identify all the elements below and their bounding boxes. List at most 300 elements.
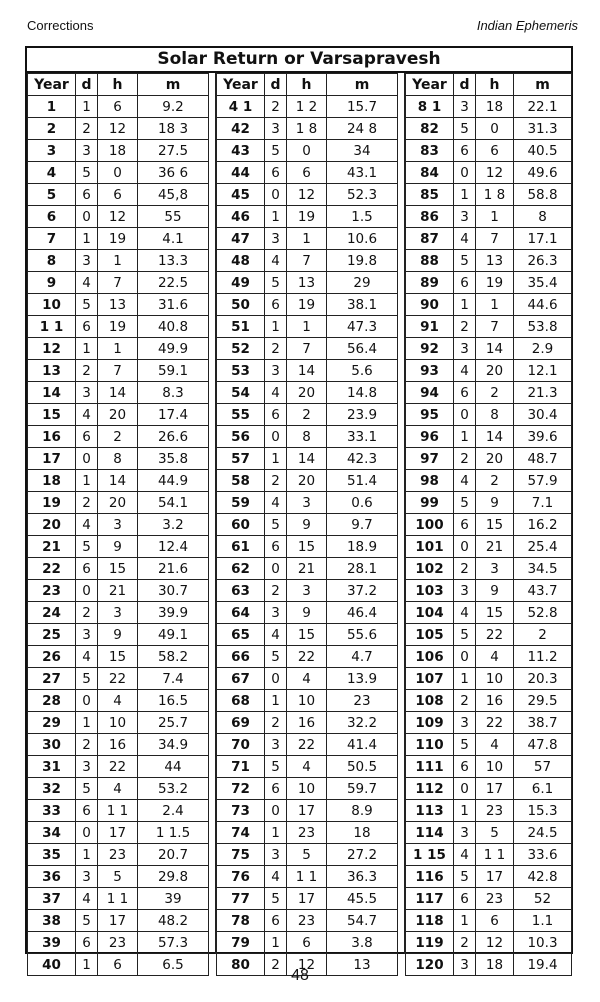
days-cell: 2 — [76, 492, 98, 514]
days-cell: 6 — [454, 382, 476, 404]
year-cell: 53 — [217, 360, 265, 382]
minutes-cell: 48.7 — [514, 448, 572, 470]
year-cell: 24 — [28, 602, 76, 624]
days-cell: 4 — [76, 888, 98, 910]
table-row — [406, 96, 572, 118]
hours-cell: 8 — [287, 426, 327, 448]
minutes-cell: 35.4 — [514, 272, 572, 294]
year-cell: 61 — [217, 536, 265, 558]
table-row — [406, 360, 572, 382]
minutes-cell: 15.3 — [514, 800, 572, 822]
days-cell: 2 — [76, 602, 98, 624]
hours-cell: 23 — [476, 888, 514, 910]
days-cell: 1 — [454, 184, 476, 206]
minutes-cell: 46.4 — [327, 602, 398, 624]
hours-cell: 5 — [476, 822, 514, 844]
days-cell: 3 — [265, 844, 287, 866]
table-row — [217, 712, 398, 734]
year-cell: 35 — [28, 844, 76, 866]
table-row — [406, 822, 572, 844]
days-cell: 4 — [265, 492, 287, 514]
header-row — [28, 74, 209, 96]
year-cell: 9 — [28, 272, 76, 294]
minutes-cell: 8.9 — [327, 800, 398, 822]
table-row — [217, 844, 398, 866]
days-cell: 3 — [454, 580, 476, 602]
days-cell: 6 — [454, 888, 476, 910]
year-cell: 78 — [217, 910, 265, 932]
year-cell: 1 — [28, 96, 76, 118]
minutes-cell: 29.8 — [138, 866, 209, 888]
minutes-cell: 59.7 — [327, 778, 398, 800]
days-cell: 6 — [76, 184, 98, 206]
hours-cell: 6 — [98, 96, 138, 118]
year-cell: 74 — [217, 822, 265, 844]
days-cell: 5 — [76, 910, 98, 932]
days-cell: 5 — [76, 778, 98, 800]
minutes-cell: 48.2 — [138, 910, 209, 932]
table-row — [406, 470, 572, 492]
minutes-cell: 30.4 — [514, 404, 572, 426]
minutes-cell: 31.3 — [514, 118, 572, 140]
year-cell: 110 — [406, 734, 454, 756]
minutes-cell: 44.6 — [514, 294, 572, 316]
year-cell: 54 — [217, 382, 265, 404]
year-cell: 116 — [406, 866, 454, 888]
days-cell: 3 — [454, 822, 476, 844]
column-header: d — [454, 74, 476, 96]
days-cell: 5 — [76, 536, 98, 558]
year-cell: 65 — [217, 624, 265, 646]
hours-cell: 4 — [287, 668, 327, 690]
year-cell: 8 1 — [406, 96, 454, 118]
days-cell: 1 — [454, 668, 476, 690]
table-row — [28, 712, 209, 734]
table-row — [217, 734, 398, 756]
year-cell: 26 — [28, 646, 76, 668]
days-cell: 6 — [454, 514, 476, 536]
year-cell: 25 — [28, 624, 76, 646]
minutes-cell: 25.4 — [514, 536, 572, 558]
hours-cell: 14 — [476, 338, 514, 360]
minutes-cell: 36.3 — [327, 866, 398, 888]
year-cell: 119 — [406, 932, 454, 954]
minutes-cell: 24 8 — [327, 118, 398, 140]
hours-cell: 4 — [476, 646, 514, 668]
year-cell: 89 — [406, 272, 454, 294]
hours-cell: 23 — [287, 910, 327, 932]
hours-cell: 8 — [98, 448, 138, 470]
days-cell: 2 — [265, 338, 287, 360]
minutes-cell: 15.7 — [327, 96, 398, 118]
table-row — [406, 778, 572, 800]
year-cell: 86 — [406, 206, 454, 228]
table-row — [406, 734, 572, 756]
year-cell: 52 — [217, 338, 265, 360]
days-cell: 5 — [76, 668, 98, 690]
year-cell: 48 — [217, 250, 265, 272]
table-row — [28, 844, 209, 866]
days-cell: 2 — [76, 734, 98, 756]
minutes-cell: 14.8 — [327, 382, 398, 404]
hours-cell: 22 — [98, 668, 138, 690]
hours-cell: 1 1 — [287, 866, 327, 888]
days-cell: 5 — [454, 866, 476, 888]
days-cell: 4 — [454, 844, 476, 866]
days-cell: 4 — [454, 228, 476, 250]
year-cell: 55 — [217, 404, 265, 426]
table-row — [28, 338, 209, 360]
days-cell: 0 — [454, 646, 476, 668]
hours-cell: 12 — [98, 206, 138, 228]
days-cell: 4 — [265, 624, 287, 646]
year-cell: 88 — [406, 250, 454, 272]
minutes-cell: 50.5 — [327, 756, 398, 778]
days-cell: 4 — [265, 382, 287, 404]
minutes-cell: 7.4 — [138, 668, 209, 690]
days-cell: 0 — [265, 668, 287, 690]
table-row — [28, 360, 209, 382]
year-cell: 40 — [28, 954, 76, 976]
minutes-cell: 28.1 — [327, 558, 398, 580]
year-cell: 94 — [406, 382, 454, 404]
table-row — [406, 184, 572, 206]
hours-cell: 19 — [287, 294, 327, 316]
hours-cell: 6 — [476, 910, 514, 932]
days-cell: 3 — [76, 250, 98, 272]
days-cell: 5 — [454, 250, 476, 272]
year-cell: 98 — [406, 470, 454, 492]
column-header: m — [327, 74, 398, 96]
table-columns — [27, 73, 571, 973]
table-row — [217, 96, 398, 118]
year-cell: 96 — [406, 426, 454, 448]
year-cell: 42 — [217, 118, 265, 140]
year-cell: 1 15 — [406, 844, 454, 866]
days-cell: 2 — [76, 118, 98, 140]
minutes-cell: 49.1 — [138, 624, 209, 646]
year-cell: 59 — [217, 492, 265, 514]
hours-cell: 22 — [98, 756, 138, 778]
minutes-cell: 17.1 — [514, 228, 572, 250]
hours-cell: 14 — [98, 382, 138, 404]
minutes-cell: 22.1 — [514, 96, 572, 118]
year-cell: 37 — [28, 888, 76, 910]
table-row — [28, 184, 209, 206]
table-row — [406, 338, 572, 360]
year-cell: 107 — [406, 668, 454, 690]
hours-cell: 7 — [287, 250, 327, 272]
year-cell: 120 — [406, 954, 454, 976]
table-row — [28, 206, 209, 228]
days-cell: 3 — [265, 228, 287, 250]
year-cell: 64 — [217, 602, 265, 624]
year-cell: 103 — [406, 580, 454, 602]
hours-cell: 18 — [98, 140, 138, 162]
table-row — [406, 316, 572, 338]
hours-cell: 12 — [476, 932, 514, 954]
minutes-cell: 43.7 — [514, 580, 572, 602]
year-cell: 7 — [28, 228, 76, 250]
hours-cell: 9 — [476, 580, 514, 602]
minutes-cell: 21.6 — [138, 558, 209, 580]
minutes-cell: 2 — [514, 624, 572, 646]
hours-cell: 17 — [476, 778, 514, 800]
minutes-cell: 2.9 — [514, 338, 572, 360]
minutes-cell: 39.6 — [514, 426, 572, 448]
minutes-cell: 10.6 — [327, 228, 398, 250]
column-header: h — [476, 74, 514, 96]
minutes-cell: 35.8 — [138, 448, 209, 470]
table-row — [217, 470, 398, 492]
minutes-cell: 18.9 — [327, 536, 398, 558]
hours-cell: 21 — [98, 580, 138, 602]
hours-cell: 8 — [476, 404, 514, 426]
hours-cell: 2 — [476, 470, 514, 492]
minutes-cell: 58.8 — [514, 184, 572, 206]
table-row — [217, 426, 398, 448]
days-cell: 4 — [265, 250, 287, 272]
minutes-cell: 52.8 — [514, 602, 572, 624]
hours-cell: 7 — [98, 272, 138, 294]
minutes-cell: 6.1 — [514, 778, 572, 800]
year-cell: 33 — [28, 800, 76, 822]
table-row — [217, 888, 398, 910]
hours-cell: 22 — [287, 734, 327, 756]
table-row — [217, 580, 398, 602]
year-cell: 104 — [406, 602, 454, 624]
year-cell: 63 — [217, 580, 265, 602]
minutes-cell: 45,8 — [138, 184, 209, 206]
hours-cell: 10 — [476, 668, 514, 690]
days-cell: 4 — [76, 646, 98, 668]
year-cell: 51 — [217, 316, 265, 338]
minutes-cell: 47.8 — [514, 734, 572, 756]
table-row — [406, 294, 572, 316]
hours-cell: 18 — [476, 96, 514, 118]
table-block-2 — [216, 73, 398, 976]
hours-cell: 20 — [476, 448, 514, 470]
year-cell: 39 — [28, 932, 76, 954]
hours-cell: 3 — [287, 580, 327, 602]
days-cell: 3 — [265, 602, 287, 624]
year-cell: 73 — [217, 800, 265, 822]
minutes-cell: 13.3 — [138, 250, 209, 272]
minutes-cell: 13 — [327, 954, 398, 976]
year-cell: 70 — [217, 734, 265, 756]
table-block-3 — [405, 73, 572, 976]
year-cell: 97 — [406, 448, 454, 470]
minutes-cell: 4.7 — [327, 646, 398, 668]
days-cell: 3 — [76, 756, 98, 778]
hours-cell: 16 — [287, 712, 327, 734]
days-cell: 6 — [76, 316, 98, 338]
table-row — [28, 602, 209, 624]
days-cell: 2 — [76, 360, 98, 382]
days-cell: 6 — [265, 536, 287, 558]
year-cell: 15 — [28, 404, 76, 426]
hours-cell: 14 — [476, 426, 514, 448]
hours-cell: 3 — [98, 602, 138, 624]
table-row — [28, 470, 209, 492]
days-cell: 1 — [76, 470, 98, 492]
table-row — [28, 734, 209, 756]
hours-cell: 14 — [287, 360, 327, 382]
table-row — [217, 360, 398, 382]
year-cell: 10 — [28, 294, 76, 316]
column-header: Year — [28, 74, 76, 96]
year-cell: 108 — [406, 690, 454, 712]
minutes-cell: 27.2 — [327, 844, 398, 866]
table-row — [28, 162, 209, 184]
minutes-cell: 57.9 — [514, 470, 572, 492]
year-cell: 72 — [217, 778, 265, 800]
hours-cell: 1 — [98, 338, 138, 360]
hours-cell: 5 — [287, 844, 327, 866]
table-row — [217, 250, 398, 272]
minutes-cell: 24.5 — [514, 822, 572, 844]
hours-cell: 4 — [287, 756, 327, 778]
hours-cell: 4 — [476, 734, 514, 756]
minutes-cell: 17.4 — [138, 404, 209, 426]
table-row — [217, 492, 398, 514]
days-cell: 5 — [76, 294, 98, 316]
hours-cell: 1 1 — [98, 800, 138, 822]
days-cell: 4 — [76, 272, 98, 294]
hours-cell: 14 — [98, 470, 138, 492]
days-cell: 4 — [265, 866, 287, 888]
hours-cell: 23 — [98, 844, 138, 866]
column-header: d — [76, 74, 98, 96]
table-row — [28, 96, 209, 118]
minutes-cell: 31.6 — [138, 294, 209, 316]
days-cell: 5 — [265, 140, 287, 162]
days-cell: 1 — [454, 294, 476, 316]
days-cell: 0 — [76, 822, 98, 844]
minutes-cell: 30.7 — [138, 580, 209, 602]
table-row — [28, 250, 209, 272]
table-row — [28, 888, 209, 910]
running-header-right: Indian Ephemeris — [476, 18, 578, 33]
table-row — [217, 866, 398, 888]
year-cell: 19 — [28, 492, 76, 514]
days-cell: 3 — [454, 954, 476, 976]
table-row — [217, 646, 398, 668]
hours-cell: 21 — [476, 536, 514, 558]
hours-cell: 20 — [98, 404, 138, 426]
days-cell: 5 — [454, 624, 476, 646]
year-cell: 21 — [28, 536, 76, 558]
hours-cell: 12 — [287, 954, 327, 976]
hours-cell: 1 — [287, 228, 327, 250]
minutes-cell: 57.3 — [138, 932, 209, 954]
days-cell: 5 — [265, 646, 287, 668]
hours-cell: 15 — [287, 536, 327, 558]
table-row — [406, 712, 572, 734]
minutes-cell: 54.7 — [327, 910, 398, 932]
page-number: 48 — [291, 967, 309, 984]
days-cell: 6 — [76, 932, 98, 954]
days-cell: 5 — [76, 162, 98, 184]
days-cell: 1 — [454, 800, 476, 822]
table-row — [406, 668, 572, 690]
column-header: Year — [217, 74, 265, 96]
running-header-left: Corrections — [27, 18, 94, 33]
table-row — [217, 272, 398, 294]
table-row — [217, 294, 398, 316]
minutes-cell: 34.9 — [138, 734, 209, 756]
table-row — [217, 448, 398, 470]
table-row — [406, 382, 572, 404]
minutes-cell: 37.2 — [327, 580, 398, 602]
minutes-cell: 21.3 — [514, 382, 572, 404]
hours-cell: 17 — [287, 800, 327, 822]
year-cell: 105 — [406, 624, 454, 646]
hours-cell: 1 1 — [476, 844, 514, 866]
days-cell: 6 — [265, 778, 287, 800]
table-row — [28, 668, 209, 690]
table-row — [406, 866, 572, 888]
hours-cell: 2 — [476, 382, 514, 404]
table-row — [28, 536, 209, 558]
minutes-cell: 53.2 — [138, 778, 209, 800]
hours-cell: 20 — [476, 360, 514, 382]
year-cell: 67 — [217, 668, 265, 690]
table-row — [217, 316, 398, 338]
minutes-cell: 44.9 — [138, 470, 209, 492]
minutes-cell: 42.8 — [514, 866, 572, 888]
minutes-cell: 58.2 — [138, 646, 209, 668]
hours-cell: 19 — [98, 228, 138, 250]
table-row — [406, 272, 572, 294]
hours-cell: 10 — [476, 756, 514, 778]
days-cell: 2 — [265, 580, 287, 602]
table-row — [406, 932, 572, 954]
hours-cell: 20 — [287, 382, 327, 404]
days-cell: 4 — [454, 602, 476, 624]
table-row — [406, 624, 572, 646]
minutes-cell: 19.4 — [514, 954, 572, 976]
table-row — [28, 426, 209, 448]
hours-cell: 9 — [287, 514, 327, 536]
year-cell: 112 — [406, 778, 454, 800]
year-cell: 28 — [28, 690, 76, 712]
year-cell: 30 — [28, 734, 76, 756]
hours-cell: 6 — [287, 932, 327, 954]
table-row — [217, 800, 398, 822]
minutes-cell: 23 — [327, 690, 398, 712]
minutes-cell: 12.4 — [138, 536, 209, 558]
hours-cell: 20 — [287, 470, 327, 492]
table-row — [217, 778, 398, 800]
days-cell: 3 — [265, 360, 287, 382]
minutes-cell: 55 — [138, 206, 209, 228]
minutes-cell: 54.1 — [138, 492, 209, 514]
minutes-cell: 56.4 — [327, 338, 398, 360]
days-cell: 2 — [265, 96, 287, 118]
table-row — [28, 448, 209, 470]
table-row — [217, 602, 398, 624]
minutes-cell: 55.6 — [327, 624, 398, 646]
hours-cell: 3 — [476, 558, 514, 580]
hours-cell: 23 — [287, 822, 327, 844]
minutes-cell: 42.3 — [327, 448, 398, 470]
table-row — [406, 888, 572, 910]
hours-cell: 1 — [98, 250, 138, 272]
year-cell: 34 — [28, 822, 76, 844]
minutes-cell: 39.9 — [138, 602, 209, 624]
hours-cell: 9 — [476, 492, 514, 514]
